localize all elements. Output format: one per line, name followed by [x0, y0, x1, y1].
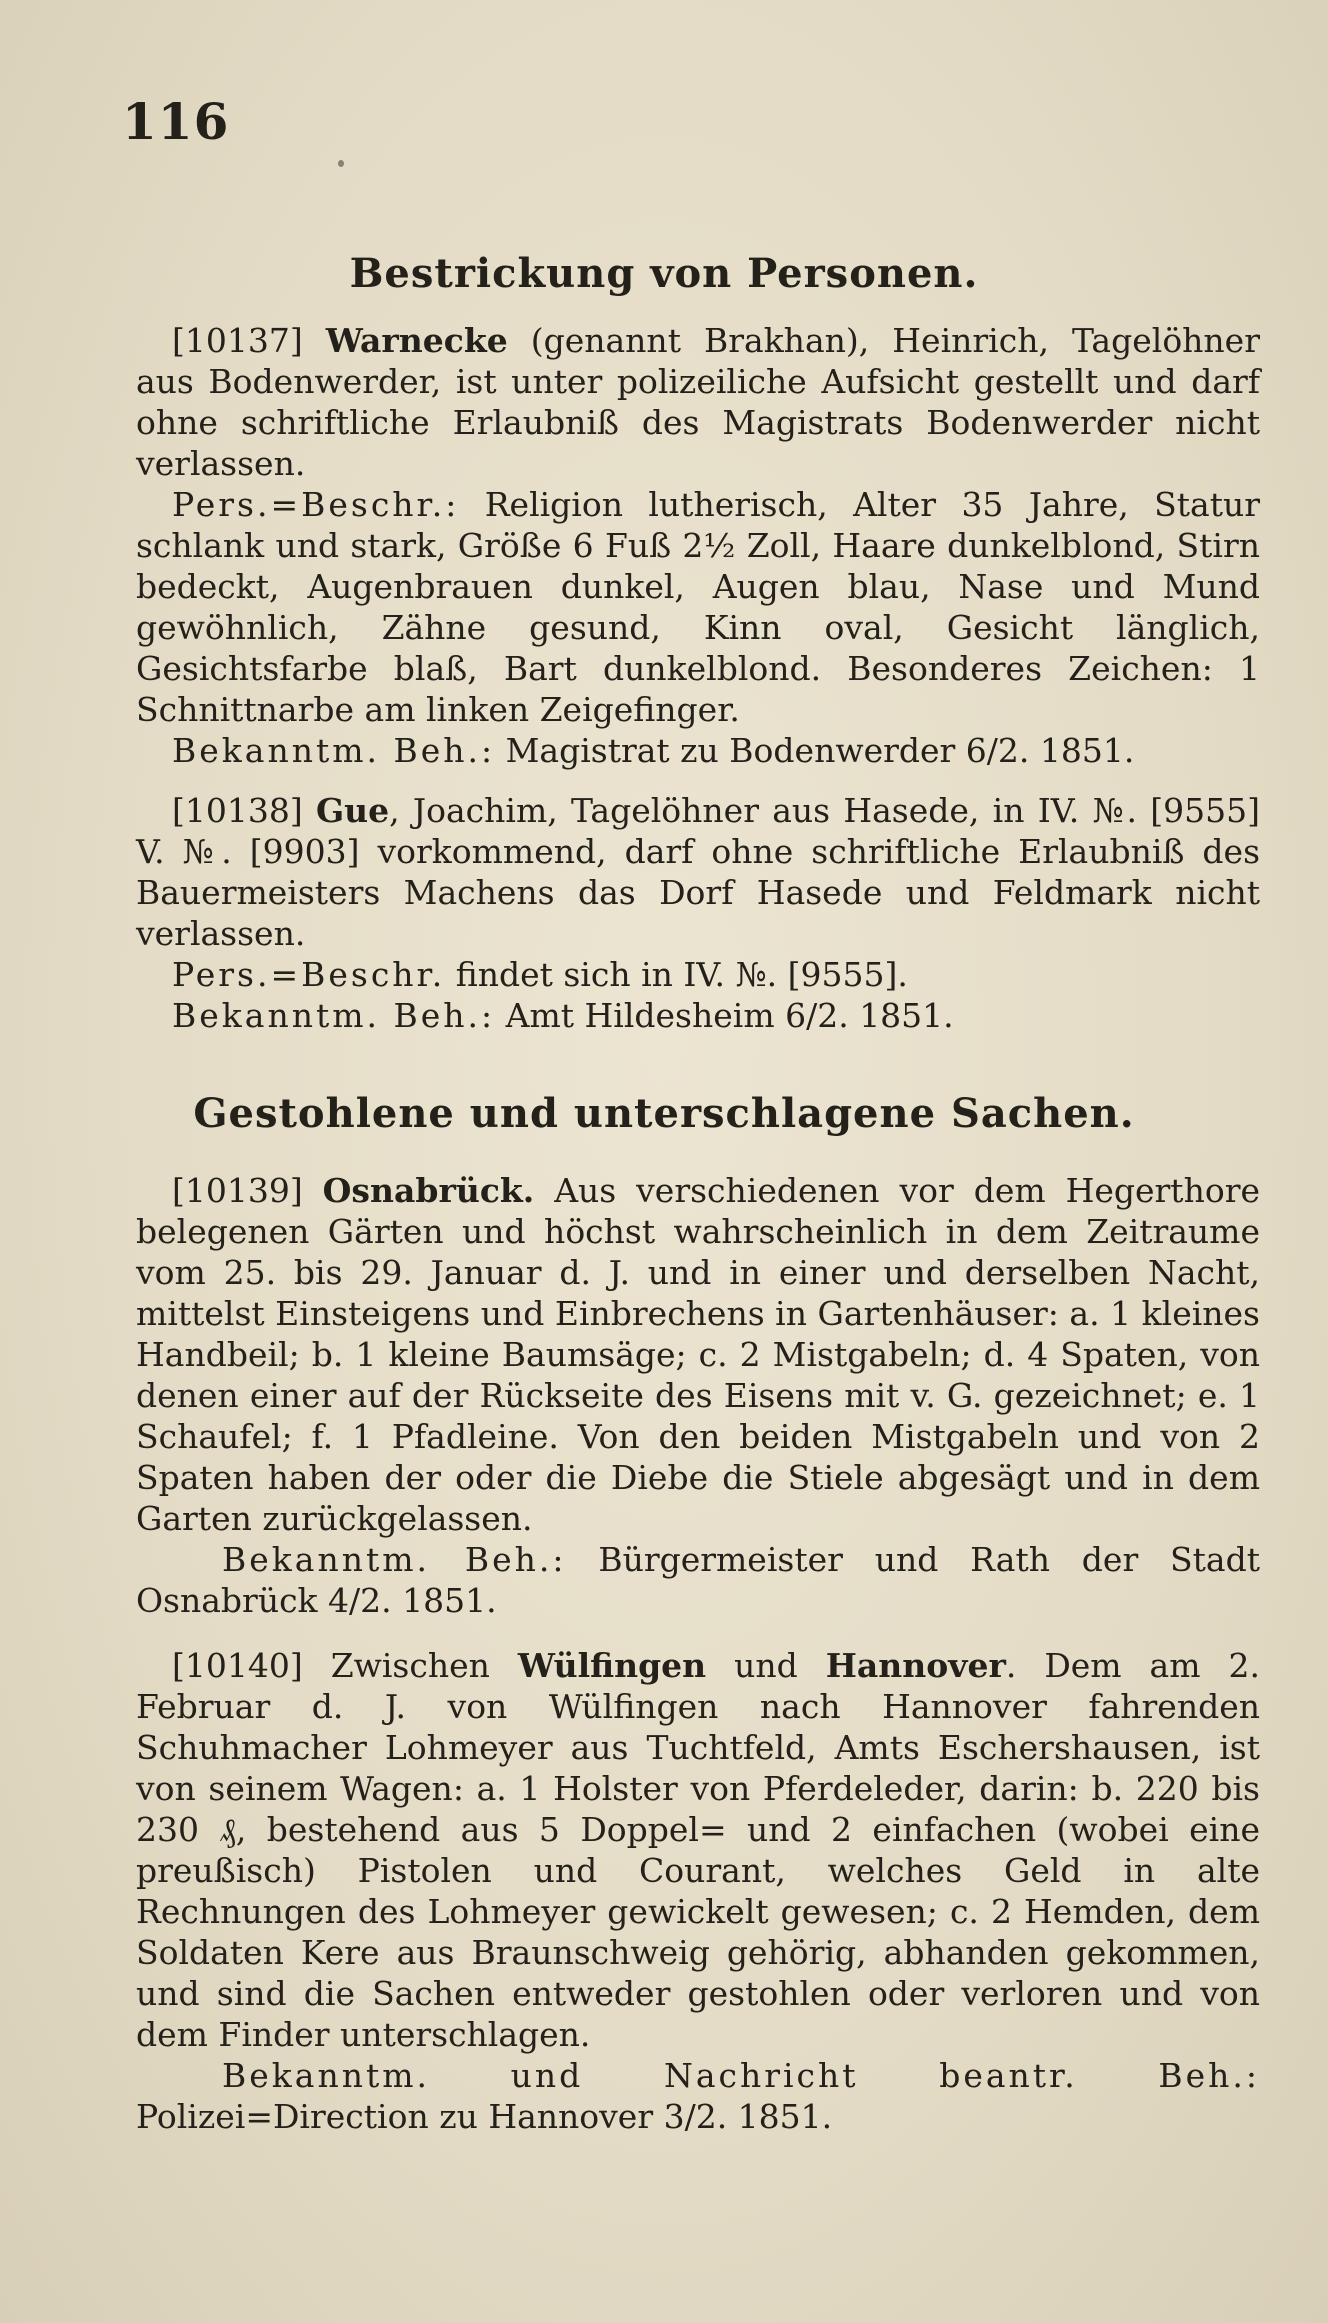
entry-id: [10140] [172, 1646, 303, 1685]
authority-line [136, 2055, 1260, 2137]
entry-place: Osnabrück. [322, 1171, 535, 1210]
entry-10139 [136, 1170, 1260, 1621]
entry-id: [10138] [172, 791, 303, 830]
authority-label: Bekanntm. Beh.: [172, 996, 496, 1035]
entry-body [136, 1645, 1260, 2055]
entry-text: (genannt Brakhan), Heinrich, Tagelöhner aus Bodenwerder, ist unter polizeiliche Aufsicht gestellt und darf ohne schriftliche Erlaubniß des Magistrats Bodenwerder nicht verlassen. [136, 321, 1260, 483]
entry-body [136, 320, 1260, 484]
authority-label: Bekanntm. Beh.: [172, 731, 496, 770]
entry-place-from: Wülfingen [517, 1646, 707, 1685]
description-label: Pers.=Beschr.: [172, 485, 460, 524]
person-description [136, 484, 1260, 730]
entry-body [136, 1170, 1260, 1539]
section-heading-persons: Bestrickung von Personen. [349, 250, 979, 297]
section-heading-stolen-items: Gestohlene und unterschlagene Sachen. [193, 1090, 1135, 1137]
authority-label: Bekanntm. Beh.: [222, 1540, 567, 1579]
description-label: Pers.=Beschr. [172, 955, 446, 994]
authority-label: Bekanntm. und Nachricht beantr. Beh.: [222, 2056, 1260, 2095]
authority-text: Polizei=Direction zu Hannover 3/2. 1851. [136, 2097, 833, 2136]
description-text: Religion lutherisch, Alter 35 Jahre, Statur schlank und stark, Größe 6 Fuß 2½ Zoll, Haare dunkelblond, Stirn bedeckt, Augenbrauen dunkel, Augen blau, Nase und Mund gewöhnlich, Zähne gesund, Kinn oval, Gesicht länglich, Gesichtsfarbe blaß, Bart dunkelblond. Besonderes Zeichen: 1 Schnittnarbe am linken Zeigefinger. [136, 485, 1260, 729]
entry-body [136, 790, 1260, 954]
person-description [136, 954, 1260, 995]
entry-mid: und [706, 1646, 826, 1685]
entry-10140 [136, 1645, 1260, 2137]
entry-id: [10139] [172, 1171, 303, 1210]
page-number: 116 [122, 92, 230, 151]
entry-pre: Zwischen [302, 1646, 518, 1685]
entry-text: , Joachim, Tagelöhner aus Hasede, in IV. №. [9555] V. №. [9903] vorkommend, darf ohne schriftliche Erlaubniß des Bauermeisters Machens das Dorf Hasede und Feldmark nicht verlassen. [136, 791, 1260, 953]
authority-text: Magistrat zu Bodenwerder 6/2. 1851. [495, 731, 1135, 770]
entry-text: Aus verschiedenen vor dem Hegerthore belegenen Gärten und höchst wahrscheinlich in dem Zeitraume vom 25. bis 29. Januar d. J. und in einer und derselben Nacht, mittelst Einsteigens und Einbrechens in Gartenhäuser: a. 1 kleines Handbeil; b. 1 kleine Baumsäge; c. 2 Mistgabeln; d. 4 Spaten, von denen einer auf der Rückseite des Eisens mit v. G. gezeichnet; e. 1 Schaufel; f. 1 Pfadleine. Von den beiden Mistgabeln und von 2 Spaten haben der oder die Diebe die Stiele abgesägt und in dem Garten zurückgelassen. [136, 1171, 1260, 1538]
authority-line [136, 1539, 1260, 1621]
entry-10137 [136, 320, 1260, 771]
entry-name: Gue [315, 791, 390, 830]
entry-name: Warnecke [325, 321, 508, 360]
entry-10138 [136, 790, 1260, 1036]
entry-text: . Dem am 2. Februar d. J. von Wülfingen nach Hannover fahrenden Schuhmacher Lohmeyer aus Tuchtfeld, Amts Eschershausen, ist von seinem Wagen: a. 1 Holster von Pferdeleder, darin: b. 220 bis 230 ₰, bestehend aus 5 Doppel= und 2 einfachen (wobei eine preußisch) Pistolen und Courant, welches Geld in alte Rechnungen des Lohmeyer gewickelt gewesen; c. 2 Hemden, dem Soldaten Kere aus Braunschweig gehörig, abhanden gekommen, und sind die Sachen entweder gestohlen oder verloren und von dem Finder unterschlagen. [136, 1646, 1260, 2054]
authority-text: Bürgermeister und Rath der Stadt Osnabrück 4/2. 1851. [136, 1540, 1260, 1620]
authority-line [136, 730, 1260, 771]
authority-text: Amt Hildesheim 6/2. 1851. [495, 996, 954, 1035]
entry-id: [10137] [172, 321, 303, 360]
description-text: findet sich in IV. №. [9555]. [445, 955, 908, 994]
ink-spot [338, 160, 344, 167]
entry-place-to: Hannover [825, 1646, 1006, 1685]
authority-line [136, 995, 1260, 1036]
